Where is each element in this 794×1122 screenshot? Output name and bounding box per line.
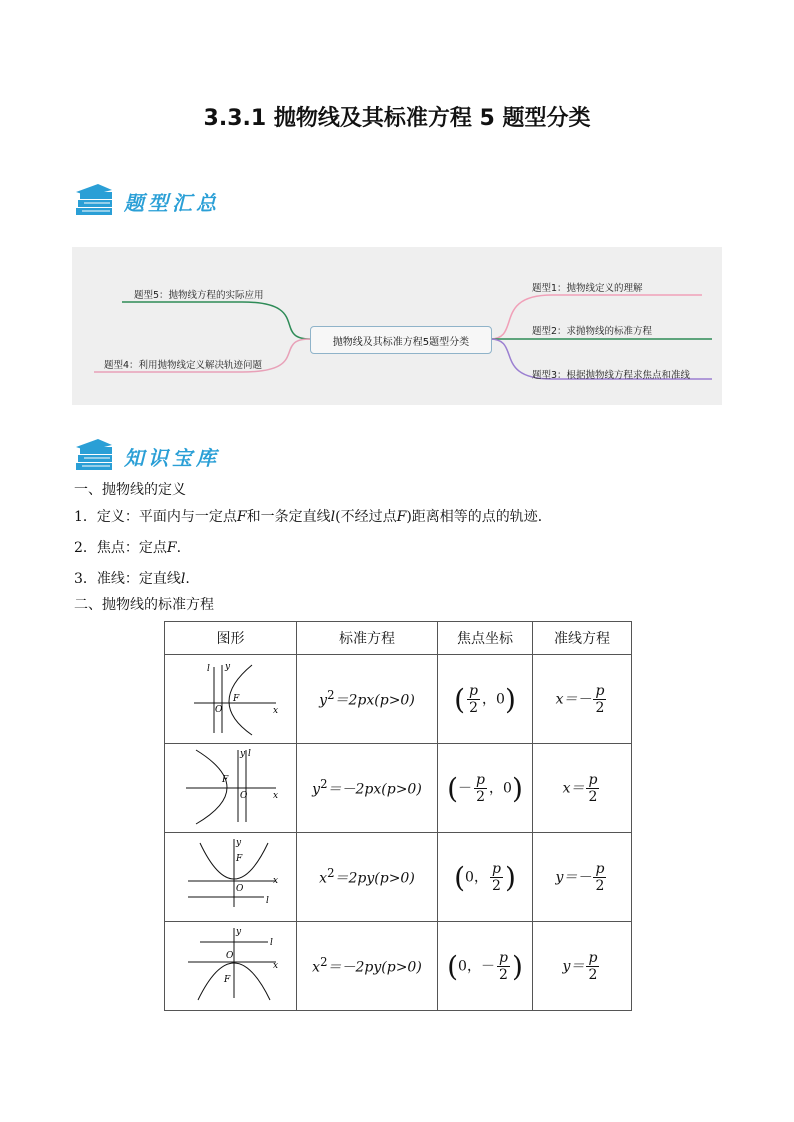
focus-cell: ( $\frac{p}{2}$ ，0)	[438, 655, 533, 744]
parabola-right-graph	[176, 657, 286, 737]
svg-text:l: l	[269, 938, 273, 948]
equation-cell: $y^2=2px(p>0)$	[297, 655, 438, 744]
books-icon	[74, 184, 116, 218]
section-header-knowledge	[74, 438, 220, 474]
svg-text:x: x	[272, 791, 278, 801]
svg-text:F: F	[235, 854, 242, 864]
graph-cell	[165, 744, 297, 833]
table-row	[165, 744, 632, 833]
heading-standard-equation: 二、抛物线的标准方程	[74, 597, 214, 613]
definition-text: 1．定义：平面内与一定点F和一条定直线l(不经过点F)距离相等的点的轨迹．	[74, 509, 552, 525]
standard-equation-table	[164, 621, 632, 1011]
mindmap-node-type1: 题型1：抛物线定义的理解	[532, 283, 643, 294]
table-header: 图形	[165, 622, 297, 655]
svg-text:F: F	[221, 775, 228, 785]
svg-text:O: O	[235, 884, 243, 894]
equation-cell: $y^2=-2px(p>0)$	[297, 744, 438, 833]
parabola-left-graph	[176, 746, 286, 826]
table-row	[165, 922, 632, 1011]
mindmap	[72, 247, 722, 405]
directrix-cell: x＝ $\frac{p}{2}$	[533, 744, 632, 833]
directrix-cell: x＝－ $\frac{p}{2}$	[533, 655, 632, 744]
svg-text:y: y	[235, 927, 241, 937]
section-title-summary: 题型汇总	[124, 190, 220, 215]
svg-text:l: l	[247, 749, 251, 759]
focus-cell: (0，－ $\frac{p}{2}$ )	[438, 922, 533, 1011]
focus-cell: (－ $\frac{p}{2}$ ，0)	[438, 744, 533, 833]
section-title-knowledge: 知识宝库	[124, 445, 220, 470]
svg-text:x: x	[272, 706, 278, 716]
table-row	[165, 833, 632, 922]
directrix-cell: y＝ $\frac{p}{2}$	[533, 922, 632, 1011]
mindmap-node-type3: 题型3：根据抛物线方程求焦点和准线	[532, 370, 691, 381]
mindmap-center: 抛物线及其标准方程5题型分类	[310, 326, 492, 354]
svg-text:F: F	[223, 975, 230, 985]
heading-definition: 一、抛物线的定义	[74, 482, 186, 498]
page-title: 3.3.1 抛物线及其标准方程 5 题型分类	[203, 106, 591, 131]
mindmap-node-type5: 题型5：抛物线方程的实际应用	[134, 290, 264, 301]
equation-cell: $x^2=2py(p>0)$	[297, 833, 438, 922]
svg-text:y: y	[239, 749, 245, 759]
svg-text:F: F	[232, 694, 239, 704]
mindmap-node-type2: 题型2：求抛物线的标准方程	[532, 326, 653, 337]
svg-text:y: y	[224, 662, 230, 672]
equation-cell: $x^2=-2py(p>0)$	[297, 922, 438, 1011]
svg-text:x: x	[272, 961, 278, 971]
graph-cell	[165, 833, 297, 922]
table-header: 准线方程	[533, 622, 632, 655]
table-row	[165, 655, 632, 744]
svg-text:y: y	[235, 838, 241, 848]
directrix-cell: y＝－ $\frac{p}{2}$	[533, 833, 632, 922]
svg-text:x: x	[272, 876, 278, 886]
parabola-down-graph	[176, 924, 286, 1004]
parabola-up-graph	[176, 835, 286, 915]
focus-text: 2．焦点：定点F.	[74, 540, 182, 556]
svg-text:l: l	[206, 664, 210, 674]
svg-text:O: O	[225, 951, 233, 961]
section-header-summary	[74, 183, 220, 219]
graph-cell	[165, 655, 297, 744]
svg-text:O: O	[239, 791, 247, 801]
svg-text:l: l	[265, 896, 269, 906]
svg-text:O: O	[214, 705, 222, 715]
table-header: 焦点坐标	[438, 622, 533, 655]
directrix-text: 3．准线：定直线l.	[74, 571, 190, 587]
mindmap-node-type4: 题型4：利用抛物线定义解决轨迹问题	[104, 360, 263, 371]
books-icon	[74, 439, 116, 473]
focus-cell: (0， $\frac{p}{2}$ )	[438, 833, 533, 922]
table-header: 标准方程	[297, 622, 438, 655]
graph-cell	[165, 922, 297, 1011]
